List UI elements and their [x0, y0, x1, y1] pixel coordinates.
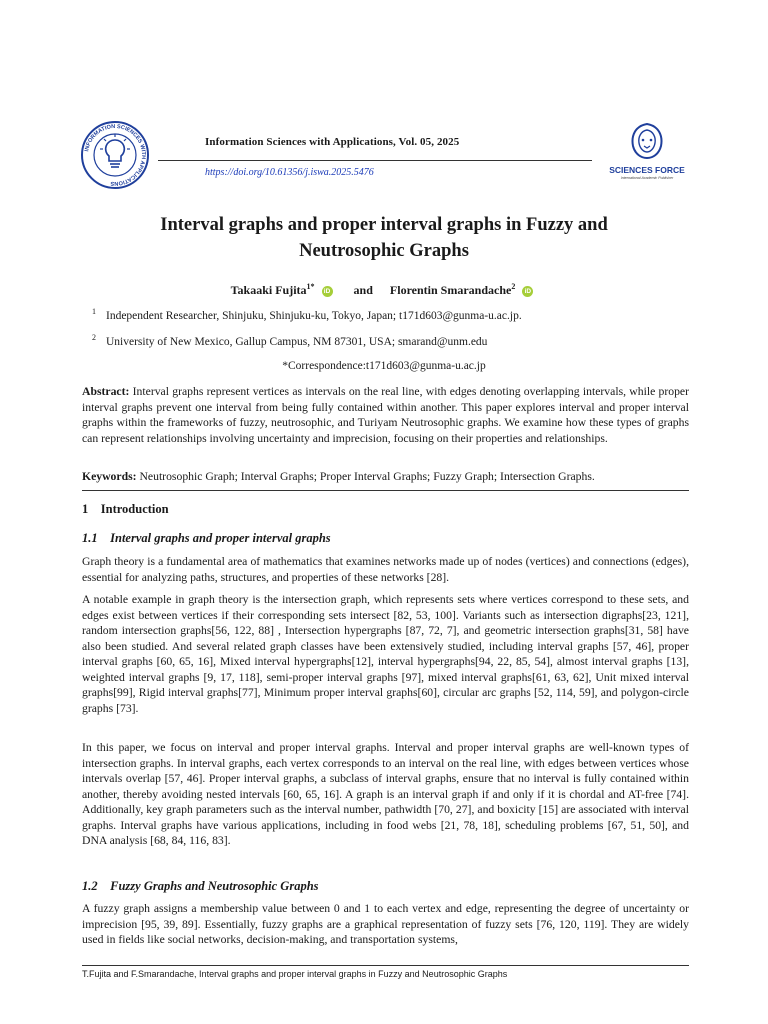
divider [82, 490, 689, 491]
paper-title [0, 212, 768, 264]
author-2: Florentin Smarandache [389, 283, 512, 297]
doi-link[interactable]: https://doi.org/10.61356/j.iswa.2025.5476 [205, 167, 374, 178]
section-heading-introduction: 1 Introduction [82, 502, 169, 516]
orcid-icon[interactable]: iD [322, 286, 333, 297]
author-1-marker: 1* [306, 282, 315, 291]
abstract-label: Abstract: [82, 385, 130, 398]
journal-logo [80, 120, 150, 190]
paragraph-2: A notable example in graph theory is the intersection graph, which represents sets where vertices correspond to these sets, and edges exist between vertices if their corresponding sets intersect [82, 53, 100]. Variants such as intersection digraphs[23, 121], random intersection graphs[56, 122, 88] , Intersection hypergraphs [87, 72, 7], and geometric intersection graphs[31, 58] have also been studied. And several related graph classes have been extensively studied, including interval graphs [57, 46], proper interval graphs [60, 65, 16], Mixed interval hypergraphs[12], interval hypergraphs[94, 22, 85, 54], almost interval graphs [13], weighted interval graphs [9, 17, 118], semi-proper interval graphs [97], mixed interval graphs[61, 63, 62], Unit mixed interval graphs[99], Rigid interval graphs[77], Minimum proper interval graphs[60], circular arc graphs [52, 114, 59], and polygon-circle graphs [73]. [82, 593, 689, 715]
subsection-heading-1-1: 1.1 Interval graphs and proper interval graphs [82, 531, 331, 545]
affiliation-text: University of New Mexico, Gallup Campus, NM 87301, USA; smarand@unm.edu [106, 335, 488, 348]
orcid-icon[interactable]: iD [522, 286, 533, 297]
publisher-logo [604, 122, 690, 186]
author-conjunction: and [353, 283, 373, 297]
journal-name: Information Sciences with Applications, Vol. 05, 2025 [205, 136, 460, 148]
affiliation-2 [92, 333, 488, 348]
journal-logo-ring-text: INFORMATION SCIENCES WITH APPLICATIONS [84, 123, 147, 187]
affiliation-text: Independent Researcher, Shinjuku, Shinjuku-ku, Tokyo, Japan; t171d603@gunma-u.ac.jp. [106, 309, 522, 322]
correspondence: *Correspondence:t171d603@gunma-u.ac.jp [282, 360, 486, 372]
affiliation-1 [92, 307, 522, 322]
author-2-marker: 2 [511, 282, 516, 291]
affiliation-number: 1 [92, 307, 96, 316]
keywords [82, 469, 689, 485]
paper-title-line2: Neutrosophic Graphs [299, 241, 469, 261]
publisher-tagline: International Academic Publisher [620, 176, 674, 180]
author-line [0, 282, 768, 298]
publisher-name: SCIENCES FORCE [609, 165, 685, 175]
keywords-label: Keywords: [82, 470, 137, 483]
author-1: Takaaki Fujita [230, 283, 307, 297]
affiliation-number: 2 [92, 333, 96, 342]
footer-rule [82, 965, 689, 966]
paragraph-4: A fuzzy graph assigns a membership value between 0 and 1 to each vertex and edge, representing the degree of uncertainty or imprecision [95, 39, 89]. Essentially, fuzzy graphs are a graphical representation of fuzzy sets [76, 120, 119]. They are widely used in fields like social networks, decision-making, and transportation systems, [82, 902, 689, 946]
paragraph-3: In this paper, we focus on interval and proper interval graphs. Interval and proper interval graphs are well-known types of intersection graphs. In interval graphs, each vertex corresponds to an interval on the real line, with edges between vertices whose intervals overlap [57, 46]. Proper interval graphs, a subclass of interval graphs, ensure that no interval is fully contained within another, thereby avoiding nested intervals [60, 65, 16]. A graph is an interval graph if and only if it is chordal and AT-free [74]. Additionally, key graph parameters such as the interval number, pathwidth [70, 27], and boxicity [15] are associated with interval graphs. Interval graphs have various applications, including in food webs [21, 78, 18], scheduling problems [67, 51, 50], and DNA analysis [68, 84, 116, 83]. [82, 741, 689, 847]
keywords-text: Neutrosophic Graph; Interval Graphs; Proper Interval Graphs; Fuzzy Graph; Intersection Graphs. [139, 470, 595, 483]
subsection-heading-1-2: 1.2 Fuzzy Graphs and Neutrosophic Graphs [82, 879, 319, 893]
page-footer: T.Fujita and F.Smarandache, Interval graphs and proper interval graphs in Fuzzy and Neutrosophic Graphs [82, 969, 508, 979]
abstract-text: Interval graphs represent vertices as intervals on the real line, with edges denoting overlapping intervals, while proper interval graphs prevent one interval from being fully contained within another. This paper explores interval and proper interval graphs within the frameworks of fuzzy, neutrosophic, and Turiyam Neutrosophic graphs. We examine how these types of graphs can represent relationships involving uncertainty and imprecision, focusing on their properties and relationships. [82, 385, 690, 445]
paragraph-1: Graph theory is a fundamental area of mathematics that examines networks made up of nodes (vertices) and connections (edges), essential for analyzing paths, structures, and properties of these networks [28]. [82, 555, 689, 584]
lion-icon [627, 122, 667, 160]
paper-title-line1: Interval graphs and proper interval graphs in Fuzzy and [160, 215, 608, 235]
header-rule [158, 160, 592, 161]
abstract [82, 384, 689, 446]
